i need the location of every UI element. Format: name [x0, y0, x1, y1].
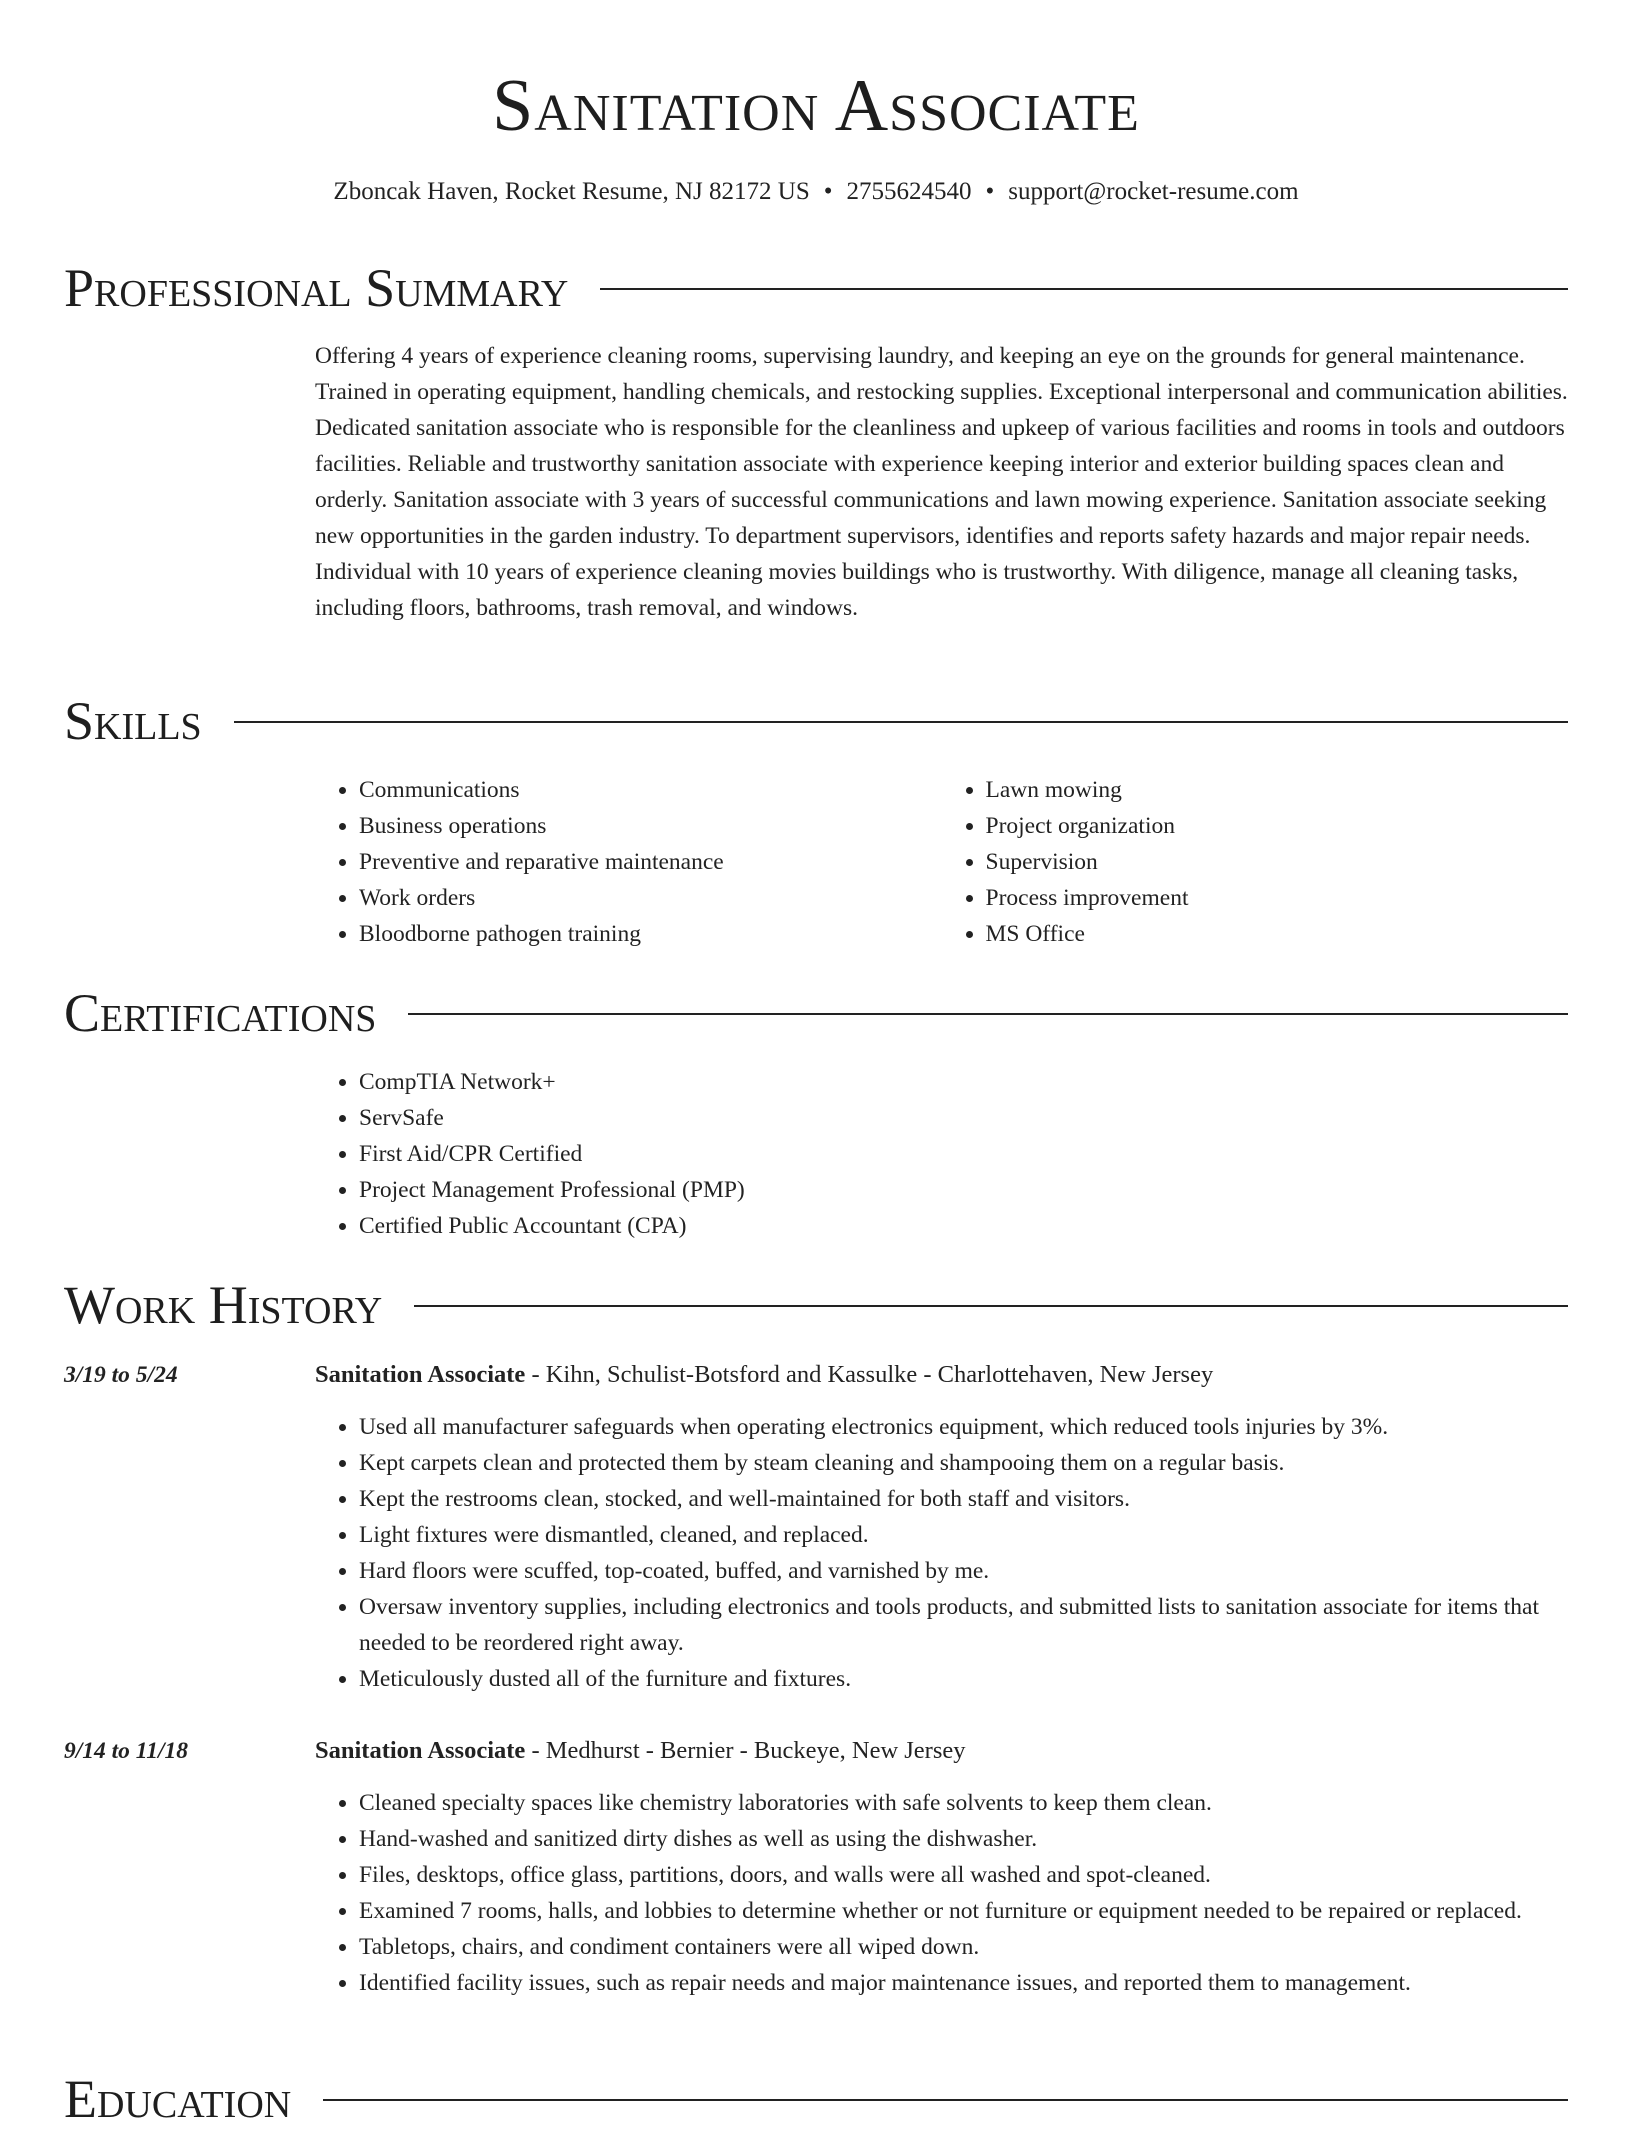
job-duty: • Hand-washed and sanitized dirty dishes as well as using the dishwasher. [359, 1821, 1568, 1857]
skills-section-header [64, 686, 1568, 756]
summary-text: Offering 4 years of experience cleaning rooms, supervising laundry, and keeping an eye on the grounds for general maintenance. Trained in operating equipment, handling chemicals, and restocking supplies. Exceptional interpersonal and communication abilities. Dedicated sanitation associate who is responsible for the cleanliness and upkeep of various facilities and rooms in tools and outdoors facilities. Reliable and trustworthy sanitation associate with experience keeping interior and exterior building spaces clean and orderly. Sanitation associate with 3 years of successful communications and lawn mowing experience. Sanitation associate seeking new opportunities in the garden industry. To department supervisors, identifies and reports safety hazards and major repair needs. Individual with 10 years of experience cleaning movies buildings who is trustworthy. With diligence, manage all cleaning tasks, including floors, bathrooms, trash removal, and windows. [315, 343, 1568, 621]
skill-item: • Communications [359, 772, 942, 808]
section-divider [414, 1305, 1568, 1307]
job-duty: • Examined 7 rooms, halls, and lobbies to determine whether or not furniture or equipment needed to be repaired or replaced. [359, 1893, 1568, 1929]
job-title: Sanitation Associate [315, 1361, 526, 1388]
job-dates: 3/19 to 5/24 [64, 1362, 178, 1388]
section-title: Work History [64, 1275, 383, 1335]
job-dates: 9/14 to 11/18 [64, 1738, 189, 1764]
section-divider [408, 1013, 1568, 1015]
certification-item: • Project Management Professional (PMP) [359, 1172, 1568, 1208]
skills-block [315, 772, 1568, 952]
certification-item: • ServSafe [359, 1100, 1568, 1136]
skills-list-left [315, 772, 942, 952]
skill-item: • Business operations [359, 808, 942, 844]
summary-section-header [64, 253, 1568, 323]
job-duty: • Files, desktops, office glass, partitions, doors, and walls were all washed and spot-cleaned. [359, 1857, 1568, 1893]
skill-item: • Bloodborne pathogen training [359, 916, 942, 952]
job-duties-list [315, 1409, 1568, 1697]
job-entry [315, 1733, 1568, 2001]
work-history-section-header [64, 1270, 1568, 1340]
summary-block [315, 338, 1568, 626]
job-title-line [315, 1357, 1568, 1393]
job-employer: - Kihn, Schulist-Botsford and Kassulke - Charlottehaven, New Jersey [525, 1361, 1214, 1388]
job-duty: • Used all manufacturer safeguards when operating electronics equipment, which reduced tools injuries by 3%. [359, 1409, 1568, 1445]
job-entry [315, 1357, 1568, 1697]
section-divider [600, 288, 1568, 290]
candidate-name: Sanitation Associate [492, 65, 1140, 147]
skill-item: • Work orders [359, 880, 942, 916]
contact-line [0, 174, 1632, 210]
skills-list-right [942, 772, 1569, 952]
job-duty: • Identified facility issues, such as repair needs and major maintenance issues, and reported them to management. [359, 1965, 1568, 2001]
section-title: Professional Summary [64, 258, 569, 318]
contact-address: Zboncak Haven, Rocket Resume, NJ 82172 US [333, 178, 810, 205]
skill-item: • Preventive and reparative maintenance [359, 844, 942, 880]
job-duty: • Meticulously dusted all of the furniture and fixtures. [359, 1661, 1568, 1697]
section-title: Certifications [64, 983, 377, 1043]
job-duty: • Kept carpets clean and protected them by steam cleaning and shampooing them on a regular basis. [359, 1445, 1568, 1481]
certification-item: • First Aid/CPR Certified [359, 1136, 1568, 1172]
education-section-header [64, 2064, 1568, 2134]
job-title: Sanitation Associate [315, 1737, 526, 1764]
contact-separator: • [985, 178, 995, 205]
job-duty: • Kept the restrooms clean, stocked, and well-maintained for both staff and visitors. [359, 1481, 1568, 1517]
skill-item: • Process improvement [986, 880, 1569, 916]
section-divider [234, 721, 1568, 723]
job-duty: • Hard floors were scuffed, top-coated, buffed, and varnished by me. [359, 1553, 1568, 1589]
section-divider [323, 2099, 1568, 2101]
job-duty: • Cleaned specialty spaces like chemistry laboratories with safe solvents to keep them clean. [359, 1785, 1568, 1821]
section-title: Education [64, 2069, 292, 2129]
job-duties-list [315, 1785, 1568, 2001]
job-duty: • Oversaw inventory supplies, including electronics and tools products, and submitted lists to sanitation associate for items that needed to be reordered right away. [359, 1589, 1568, 1661]
skill-item: • Project organization [986, 808, 1569, 844]
job-duty: • Light fixtures were dismantled, cleaned, and replaced. [359, 1517, 1568, 1553]
section-title: Skills [64, 691, 202, 751]
certifications-list [315, 1064, 1568, 1244]
job-duty: • Tabletops, chairs, and condiment containers were all wiped down. [359, 1929, 1568, 1965]
certifications-block [315, 1064, 1568, 1244]
certification-item: • CompTIA Network+ [359, 1064, 1568, 1100]
certifications-section-header [64, 978, 1568, 1048]
contact-separator: • [823, 178, 833, 205]
skill-item: • Supervision [986, 844, 1569, 880]
job-title-line [315, 1733, 1568, 1769]
skill-item: • Lawn mowing [986, 772, 1569, 808]
job-employer: - Medhurst - Bernier - Buckeye, New Jersey [525, 1737, 966, 1764]
contact-phone: 2755624540 [846, 178, 972, 205]
skill-item: • MS Office [986, 916, 1569, 952]
certification-item: • Certified Public Accountant (CPA) [359, 1208, 1568, 1244]
contact-email[interactable]: support@rocket-resume.com [1008, 178, 1299, 205]
